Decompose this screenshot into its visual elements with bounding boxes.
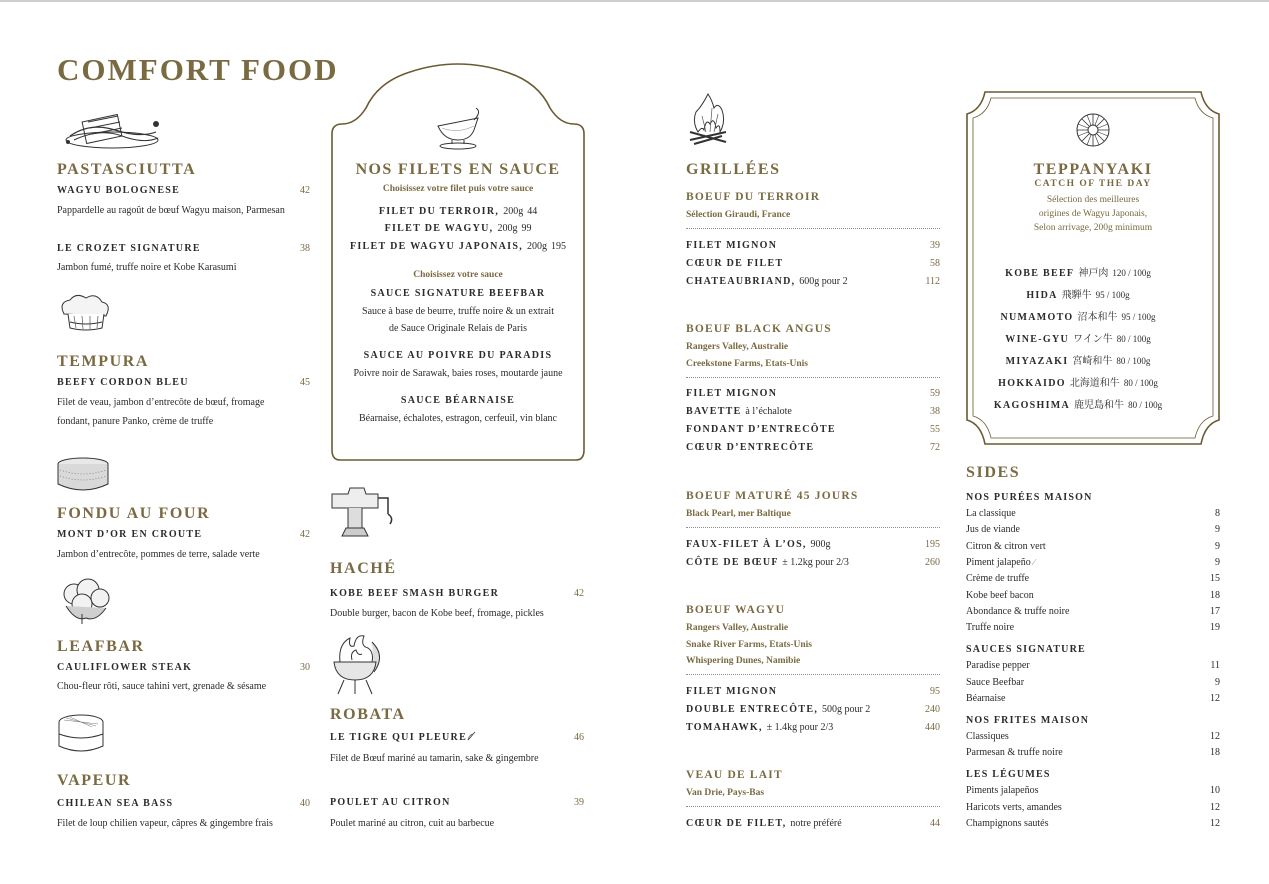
filet-option <box>330 218 586 236</box>
teppanyaki-desc: Sélection des meilleures <box>1046 195 1140 205</box>
side-item: Kobe beef bacon <box>966 590 1034 601</box>
wagyu-jp-name: 鹿児島和牛 <box>1074 400 1125 411</box>
origin-text: Whispering Dunes, Namibie <box>686 656 801 666</box>
item-desc: Filet de loup chilien vapeur, câpres & gingembre frais <box>57 818 273 829</box>
origin-text: Black Pearl, mer Baltique <box>686 509 791 519</box>
item-name: TOMAHAWK, ± 1.4kg pour 2/3 <box>686 722 834 733</box>
item-name: FILET MIGNON <box>686 240 778 251</box>
item-desc: fondant, panure Panko, crème de truffe <box>57 416 214 427</box>
origin-text: Creekstone Farms, Etats-Unis <box>686 359 808 369</box>
filet-name: FILET DE WAGYU, <box>384 223 494 234</box>
pasta-illustration <box>60 112 164 152</box>
item-suffix: notre préféré <box>790 818 842 829</box>
page-title: COMFORT FOOD <box>57 52 339 87</box>
origin-text: Sélection Giraudi, France <box>686 210 791 220</box>
sides-group-title: SAUCES SIGNATURE <box>966 644 1086 655</box>
item-name: DOUBLE ENTRECÔTE, 500g pour 2 <box>686 704 871 715</box>
chrysanthemum-crest-icon <box>1075 112 1111 148</box>
item-price: 39 <box>574 797 584 808</box>
wagyu-price: 80 / 100g <box>1123 378 1158 388</box>
chili-icon <box>466 731 476 741</box>
subsection-title: BOEUF BLACK ANGUS <box>686 323 832 335</box>
teppanyaki-item <box>965 285 1191 303</box>
item-name: BEEFY CORDON BLEU <box>57 377 189 388</box>
section-title-vapeur: VAPEUR <box>57 772 132 789</box>
teppanyaki-item <box>965 351 1191 369</box>
filet-price: 99 <box>521 223 532 234</box>
wagyu-price: 80 / 100g <box>1128 400 1163 410</box>
sauce-box-title: NOS FILETS EN SAUCE <box>355 161 561 178</box>
item-name: CÔTE DE BŒUF ± 1.2kg pour 2/3 <box>686 557 849 568</box>
meat-grinder-illustration <box>328 484 394 540</box>
side-item: Haricots verts, amandes <box>966 802 1062 813</box>
item-price: 58 <box>930 258 940 269</box>
origin-text: Snake River Farms, Etats-Unis <box>686 640 812 650</box>
item-name: FONDANT D’ENTRECÔTE <box>686 424 836 435</box>
sides-group-title: LES LÉGUMES <box>966 769 1051 780</box>
side-price: 12 <box>1210 693 1220 704</box>
divider <box>686 674 940 675</box>
item-name: CHATEAUBRIAND, 600g pour 2 <box>686 276 848 287</box>
side-price: 12 <box>1210 802 1220 813</box>
item-suffix: 500g pour 2 <box>821 704 871 715</box>
sauce-name: SAUCE BÉARNAISE <box>400 395 516 406</box>
filet-name: FILET DE WAGYU JAPONAIS, <box>349 241 524 252</box>
teppanyaki-item <box>965 395 1191 413</box>
side-item: Crème de truffe <box>966 573 1030 584</box>
sauce-name: SAUCE SIGNATURE BEEFBAR <box>370 288 546 299</box>
side-item: Sauce Beefbar <box>966 677 1025 688</box>
teppanyaki-desc: origines de Wagyu Japonais, <box>1038 209 1148 219</box>
wagyu-price: 80 / 100g <box>1116 334 1151 344</box>
wagyu-price: 95 / 100g <box>1095 290 1130 300</box>
sauce-box-instruction: Choisissez votre filet puis votre sauce <box>382 184 534 194</box>
side-item: Béarnaise <box>966 693 1006 704</box>
wagyu-jp-name: 北海道和牛 <box>1069 378 1120 389</box>
teppanyaki-title: TEPPANYAKI <box>1033 161 1153 178</box>
item-desc: Jambon d’entrecôte, pommes de terre, salade verte <box>57 549 260 560</box>
item-price: 59 <box>930 388 940 399</box>
chili-icon: ∕ <box>1033 557 1035 567</box>
side-price: 11 <box>1210 660 1220 671</box>
filet-weight: 200g <box>527 241 548 252</box>
filet-option <box>330 201 586 219</box>
gravy-boat-illustration <box>434 106 482 150</box>
section-title-pastasciutta: PASTASCIUTTA <box>57 161 197 178</box>
item-name: POULET AU CITRON <box>330 797 451 808</box>
side-item: Piments jalapeños <box>966 785 1039 796</box>
side-item: Piment jalapeño ∕ <box>966 557 1035 568</box>
item-desc: Double burger, bacon de Kobe beef, fromage, pickles <box>330 608 544 619</box>
steamer-basket-illustration <box>56 712 106 758</box>
sauce-desc: de Sauce Originale Relais de Paris <box>388 323 527 334</box>
top-border <box>0 0 1269 2</box>
sauce-desc: Béarnaise, échalotes, estragon, cerfeuil, vin blanc <box>359 413 557 424</box>
teppanyaki-item <box>965 263 1191 281</box>
filet-weight: 200g <box>497 223 518 234</box>
campfire-illustration <box>688 92 728 150</box>
item-name: WAGYU BOLOGNESE <box>57 185 181 196</box>
side-item: Truffe noire <box>966 622 1015 633</box>
wagyu-name: NUMAMOTO <box>1000 312 1074 323</box>
item-price: 44 <box>930 818 940 829</box>
origin-text: Rangers Valley, Australie <box>686 623 789 633</box>
item-price: 440 <box>925 722 940 733</box>
divider <box>686 228 940 229</box>
item-price: 39 <box>930 240 940 251</box>
section-title-tempura: TEMPURA <box>57 353 150 370</box>
item-name: KOBE BEEF SMASH BURGER <box>330 588 500 599</box>
wagyu-name: HIDA <box>1026 290 1058 301</box>
item-price: 38 <box>930 406 940 417</box>
wagyu-name: MIYAZAKI <box>1005 356 1069 367</box>
wagyu-jp-name: ワイン牛 <box>1073 334 1113 345</box>
subsection-title: BOEUF MATURÉ 45 JOURS <box>686 490 859 502</box>
side-price: 12 <box>1210 818 1220 829</box>
item-name: CHILEAN SEA BASS <box>57 798 174 809</box>
wagyu-price: 120 / 100g <box>1112 268 1151 278</box>
item-suffix: 900g <box>810 539 831 550</box>
side-price: 8 <box>1215 508 1220 519</box>
item-name: CŒUR DE FILET, notre préféré <box>686 818 842 829</box>
sauce-name: SAUCE AU POIVRE DU PARADIS <box>363 350 553 361</box>
item-price: 112 <box>925 276 940 287</box>
section-title-grillees: GRILLÉES <box>686 161 781 178</box>
side-item: Abondance & truffe noire <box>966 606 1070 617</box>
item-desc: Poulet mariné au citron, cuit au barbecue <box>330 818 495 829</box>
item-name: FILET MIGNON <box>686 388 778 399</box>
item-price: 95 <box>930 686 940 697</box>
side-item: Citron & citron vert <box>966 541 1046 552</box>
section-title-leafbar: LEAFBAR <box>57 638 145 655</box>
item-desc: Filet de Bœuf mariné au tamarin, sake & gingembre <box>330 753 539 764</box>
item-price: 42 <box>574 588 584 599</box>
item-suffix: 600g pour 2 <box>799 276 848 287</box>
item-name: CŒUR DE FILET <box>686 258 784 269</box>
side-item: La classique <box>966 508 1016 519</box>
side-item: Paradise pepper <box>966 660 1030 671</box>
filet-option <box>330 236 586 254</box>
item-price: 72 <box>930 442 940 453</box>
filet-price: 195 <box>551 241 567 252</box>
item-price: 46 <box>574 732 584 743</box>
wagyu-price: 80 / 100g <box>1116 356 1151 366</box>
divider <box>686 806 940 807</box>
sauce-instruction: Choisissez votre sauce <box>413 270 503 280</box>
item-price: 240 <box>925 704 940 715</box>
side-item: Jus de viande <box>966 524 1020 535</box>
side-price: 18 <box>1210 590 1220 601</box>
wagyu-name: KOBE BEEF <box>1005 268 1075 279</box>
item-name: FAUX-FILET À L’OS, 900g <box>686 539 831 550</box>
teppanyaki-subtitle: CATCH OF THE DAY <box>1034 179 1152 189</box>
item-price: 42 <box>300 185 310 196</box>
wagyu-jp-name: 宮崎和牛 <box>1072 356 1113 367</box>
filet-name: FILET DU TERROIR, <box>378 206 500 217</box>
item-suffix: ± 1.2kg pour 2/3 <box>782 557 849 568</box>
teppanyaki-item <box>965 373 1191 391</box>
wagyu-jp-name: 飛騨牛 <box>1061 290 1092 301</box>
side-item: Parmesan & truffe noire <box>966 747 1063 758</box>
teppanyaki-desc: Selon arrivage, 200g minimum <box>1033 223 1153 233</box>
origin-text: Rangers Valley, Australie <box>686 342 789 352</box>
item-name: FILET MIGNON <box>686 686 778 697</box>
wagyu-jp-name: 沼本和牛 <box>1077 312 1118 323</box>
cheese-illustration <box>56 456 110 492</box>
side-price: 15 <box>1210 573 1220 584</box>
item-price: 260 <box>925 557 940 568</box>
side-item: Classiques <box>966 731 1009 742</box>
chef-hat-illustration <box>56 294 112 334</box>
divider <box>686 527 940 528</box>
item-price: 195 <box>925 539 940 550</box>
section-title-fondu: FONDU AU FOUR <box>57 505 211 522</box>
item-desc: Jambon fumé, truffe noire et Kobe Karasumi <box>57 262 237 273</box>
sides-group-title: NOS PURÉES MAISON <box>966 492 1093 503</box>
item-name: BAVETTE à l’échalote <box>686 406 792 417</box>
side-price: 12 <box>1210 731 1220 742</box>
item-suffix: ± 1.4kg pour 2/3 <box>766 722 834 733</box>
filet-weight: 200g <box>503 206 524 217</box>
item-name: LE CROZET SIGNATURE <box>57 243 201 254</box>
side-price: 19 <box>1210 622 1220 633</box>
section-title-robata: ROBATA <box>330 706 406 723</box>
subsection-title: BOEUF DU TERROIR <box>686 191 821 203</box>
wagyu-name: WINE-GYU <box>1005 334 1070 345</box>
side-price: 18 <box>1210 747 1220 758</box>
wagyu-price: 95 / 100g <box>1121 312 1156 322</box>
section-title-sides: SIDES <box>966 464 1021 481</box>
side-price: 9 <box>1215 557 1220 568</box>
item-price: 30 <box>300 662 310 673</box>
item-name: CAULIFLOWER STEAK <box>57 662 193 673</box>
side-price: 17 <box>1210 606 1220 617</box>
origin-text: Van Drie, Pays-Bas <box>686 788 765 798</box>
cauliflower-illustration <box>56 578 112 626</box>
side-price: 10 <box>1210 785 1220 796</box>
item-price: 40 <box>300 798 310 809</box>
subsection-title: BOEUF WAGYU <box>686 604 786 616</box>
item-desc: Pappardelle au ragoût de bœuf Wagyu maison, Parmesan <box>57 205 285 216</box>
item-desc: Filet de veau, jambon d’entrecôte de bœuf, fromage <box>57 397 265 408</box>
teppanyaki-item <box>965 307 1191 325</box>
side-price: 9 <box>1215 541 1220 552</box>
item-name: MONT D’OR EN CROUTE <box>57 529 203 540</box>
side-item: Champignons sautés <box>966 818 1049 829</box>
item-name: CŒUR D’ENTRECÔTE <box>686 442 815 453</box>
side-price: 9 <box>1215 677 1220 688</box>
side-price: 9 <box>1215 524 1220 535</box>
teppanyaki-item <box>965 329 1191 347</box>
filet-price: 44 <box>527 206 538 217</box>
wagyu-name: HOKKAIDO <box>998 378 1066 389</box>
item-price: 45 <box>300 377 310 388</box>
item-price: 42 <box>300 529 310 540</box>
item-name: LE TIGRE QUI PLEURE <box>330 732 468 743</box>
wagyu-name: KAGOSHIMA <box>993 400 1071 411</box>
item-price: 55 <box>930 424 940 435</box>
subsection-title: VEAU DE LAIT <box>686 769 783 781</box>
sauce-desc: Poivre noir de Sarawak, baies roses, moutarde jaune <box>353 368 563 379</box>
section-title-hache: HACHÉ <box>330 560 397 577</box>
sides-group-title: NOS FRITES MAISON <box>966 715 1090 726</box>
divider <box>686 377 940 378</box>
wagyu-jp-name: 神戸肉 <box>1078 268 1109 279</box>
bbq-grill-illustration <box>330 632 382 698</box>
item-price: 38 <box>300 243 310 254</box>
item-suffix: à l’échalote <box>745 406 792 417</box>
item-desc: Chou-fleur rôti, sauce tahini vert, grenade & sésame <box>57 681 267 692</box>
sauce-desc: Sauce à base de beurre, truffe noire & un extrait <box>362 306 554 317</box>
